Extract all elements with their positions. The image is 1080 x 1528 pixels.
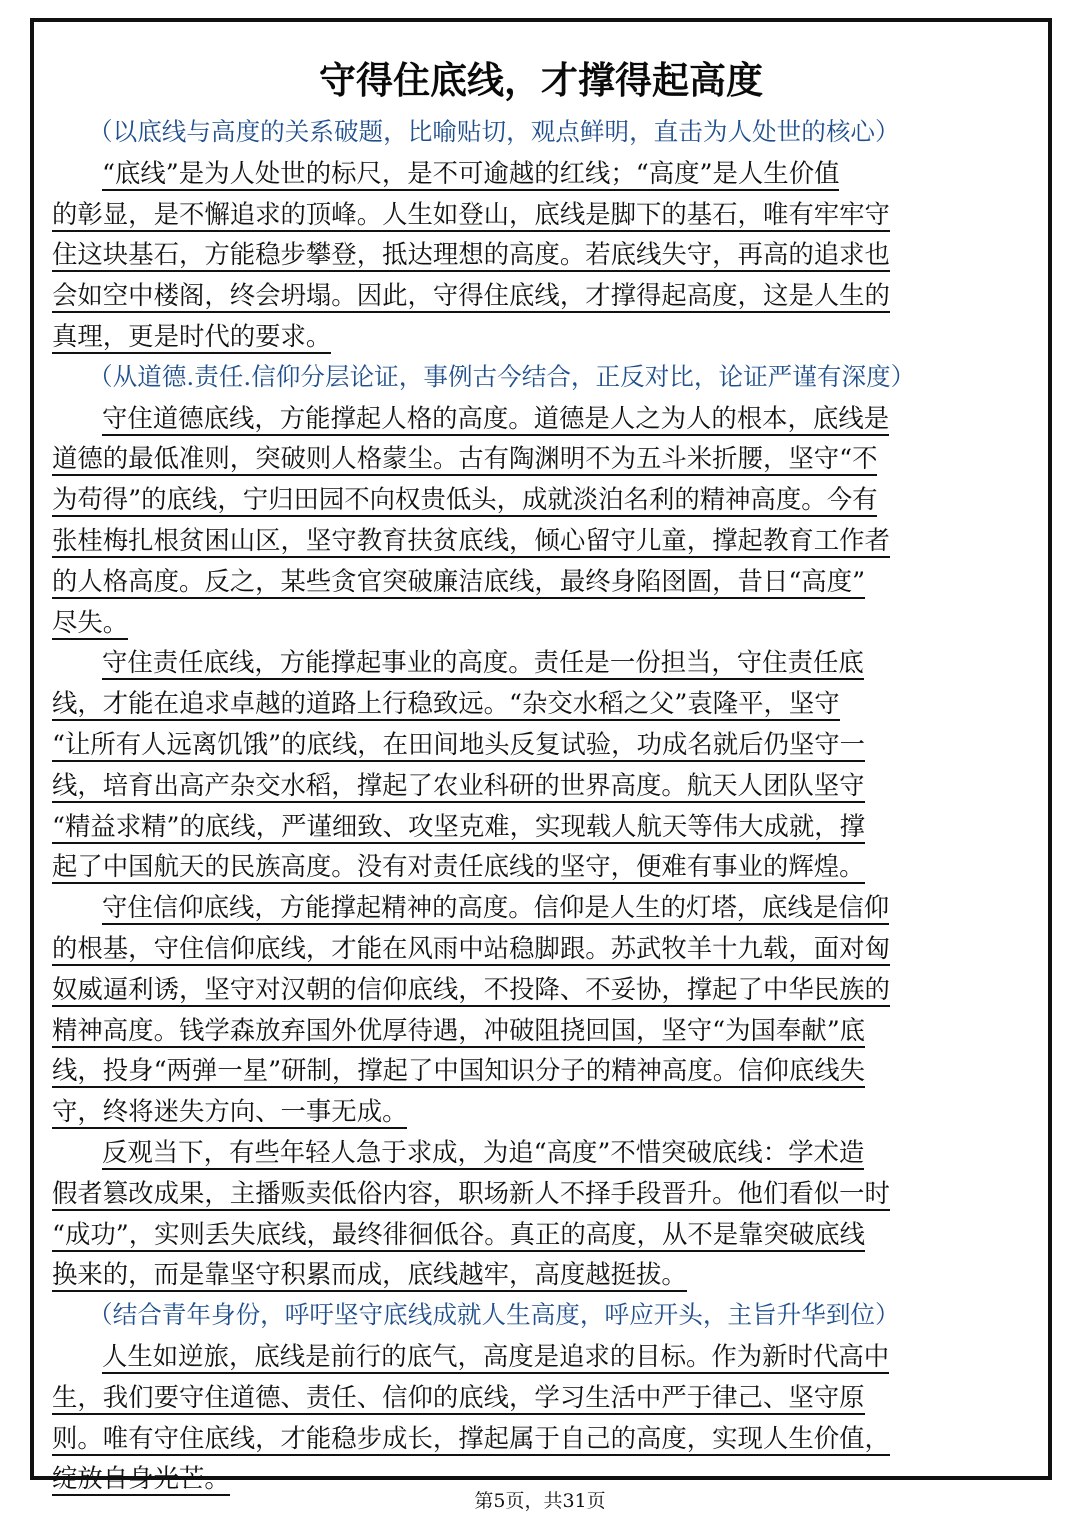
essay-line-text: 的根基，守住信仰底线，才能在风雨中站稳脚跟。苏武牧羊十九载，面对匈 <box>52 933 890 966</box>
commentary-note <box>52 357 1010 398</box>
essay-line <box>52 1091 1010 1132</box>
essay-line <box>52 765 1010 806</box>
essay-body <box>52 112 1010 1499</box>
commentary-text: （以底线与高度的关系破题，比喻贴切，观点鲜明，直击为人处世的核心） <box>88 117 900 146</box>
paragraph-first-line <box>52 398 1010 439</box>
essay-line <box>52 438 1010 479</box>
essay-line-text: 真理，更是时代的要求。 <box>52 321 331 354</box>
essay-line-text: 张桂梅扎根贫困山区，坚守教育扶贫底线，倾心留守儿童，撑起教育工作者 <box>52 525 890 558</box>
essay-line <box>52 316 1010 357</box>
essay-line <box>52 1173 1010 1214</box>
essay-line <box>52 1010 1010 1051</box>
essay-line-text: 守住道德底线，方能撑起人格的高度。道德是人之为人的根本，底线是 <box>102 403 889 436</box>
essay-line-text: “底线”是为人处世的标尺，是不可逾越的红线；“高度”是人生价值 <box>102 158 839 191</box>
essay-line <box>52 846 1010 887</box>
essay-line-text: 生，我们要守住道德、责任、信仰的底线，学习生活中严于律己、坚守原 <box>52 1382 865 1415</box>
commentary-note <box>52 112 1010 153</box>
essay-line <box>52 928 1010 969</box>
essay-line <box>52 520 1010 561</box>
paragraph-first-line <box>52 153 1010 194</box>
paragraph-first-line <box>52 642 1010 683</box>
essay-line-text: 守，终将迷失方向、一事无成。 <box>52 1096 407 1129</box>
essay-line-text: 线，投身“两弹一星”研制，撑起了中国知识分子的精神高度。信仰底线失 <box>52 1055 865 1088</box>
essay-line <box>52 1050 1010 1091</box>
essay-line <box>52 561 1010 602</box>
essay-line <box>52 602 1010 643</box>
essay-line-text: 线，培育出高产杂交水稻，撑起了农业科研的世界高度。航天人团队坚守 <box>52 770 865 803</box>
essay-line-text: 反观当下，有些年轻人急于求成，为追“高度”不惜突破底线：学术造 <box>102 1137 864 1170</box>
essay-line <box>52 683 1010 724</box>
essay-line <box>52 969 1010 1010</box>
commentary-text: （结合青年身份，呼吁坚守底线成就人生高度，呼应开头，主旨升华到位） <box>88 1300 900 1330</box>
essay-line-text: 的人格高度。反之，某些贪官突破廉洁底线，最终身陷囹圄，昔日“高度” <box>52 566 865 599</box>
essay-line-text: 人生如逆旅，底线是前行的底气，高度是追求的目标。作为新时代高中 <box>102 1341 889 1374</box>
essay-line-text: 则。唯有守住底线，才能稳步成长，撑起属于自己的高度，实现人生价值， <box>52 1423 890 1456</box>
essay-line <box>52 479 1010 520</box>
essay-line <box>52 234 1010 275</box>
essay-line-text: 假者篡改成果，主播贩卖低俗内容，职场新人不择手段晋升。他们看似一时 <box>52 1178 890 1211</box>
essay-line-text: 为苟得”的底线，宁归田园不向权贵低头，成就淡泊名利的精神高度。今有 <box>52 484 877 517</box>
essay-line-text: 换来的，而是靠坚守积累而成，底线越牢，高度越挺拔。 <box>52 1259 687 1292</box>
essay-line <box>52 724 1010 765</box>
essay-line-text: 线，才能在追求卓越的道路上行稳致远。“杂交水稻之父”袁隆平，坚守 <box>52 688 840 721</box>
essay-line <box>52 806 1010 847</box>
essay-line-text: 尽失。 <box>52 607 128 640</box>
essay-line-text: 奴威逼利诱，坚守对汉朝的信仰底线，不投降、不妥协，撑起了中华民族的 <box>52 974 890 1007</box>
paragraph-first-line <box>52 1336 1010 1377</box>
essay-line-text: 的彰显，是不懈追求的顶峰。人生如登山，底线是脚下的基石，唯有牢牢守 <box>52 199 890 232</box>
essay-line <box>52 1377 1010 1418</box>
essay-line-text: 守住信仰底线，方能撑起精神的高度。信仰是人生的灯塔，底线是信仰 <box>102 892 889 925</box>
essay-line-text: “成功”，实则丢失底线，最终徘徊低谷。真正的高度，从不是靠突破底线 <box>52 1219 865 1252</box>
essay-line <box>52 1254 1010 1295</box>
paragraph-first-line <box>52 887 1010 928</box>
essay-line-text: 住这块基石，方能稳步攀登，抵达理想的高度。若底线失守，再高的追求也 <box>52 239 890 272</box>
essay-line-text: “精益求精”的底线，严谨细致、攻坚克难，实现载人航天等伟大成就，撑 <box>52 811 865 844</box>
commentary-text: （从道德.责任.信仰分层论证，事例古今结合，正反对比，论证严谨有深度） <box>88 361 916 391</box>
essay-line-text: 守住责任底线，方能撑起事业的高度。责任是一份担当，守住责任底 <box>102 647 864 680</box>
essay-line <box>52 1418 1010 1459</box>
essay-line <box>52 1214 1010 1255</box>
essay-line-text: “让所有人远离饥饿”的底线，在田间地头反复试验，功成名就后仍坚守一 <box>52 729 865 762</box>
commentary-note <box>52 1295 1010 1336</box>
essay-line-text: 起了中国航天的民族高度。没有对责任底线的坚守，便难有事业的辉煌。 <box>52 851 865 884</box>
essay-line-text: 道德的最低准则，突破则人格蒙尘。古有陶渊明不为五斗米折腰，坚守“不 <box>52 443 877 476</box>
page-number: 第5页，共31页 <box>474 1490 606 1512</box>
essay-line <box>52 194 1010 235</box>
essay-line-text: 精神高度。钱学森放弃国外优厚待遇，冲破阻挠回国，坚守“为国奉献”底 <box>52 1015 865 1048</box>
essay-line-text: 会如空中楼阁，终会坍塌。因此，守得住底线，才撑得起高度，这是人生的 <box>52 280 890 313</box>
essay-line <box>52 275 1010 316</box>
essay-title: 守得住底线，才撑得起高度 <box>319 58 763 102</box>
essay-line-text: 绽放自身光芒。 <box>52 1463 230 1496</box>
paragraph-first-line <box>52 1132 1010 1173</box>
